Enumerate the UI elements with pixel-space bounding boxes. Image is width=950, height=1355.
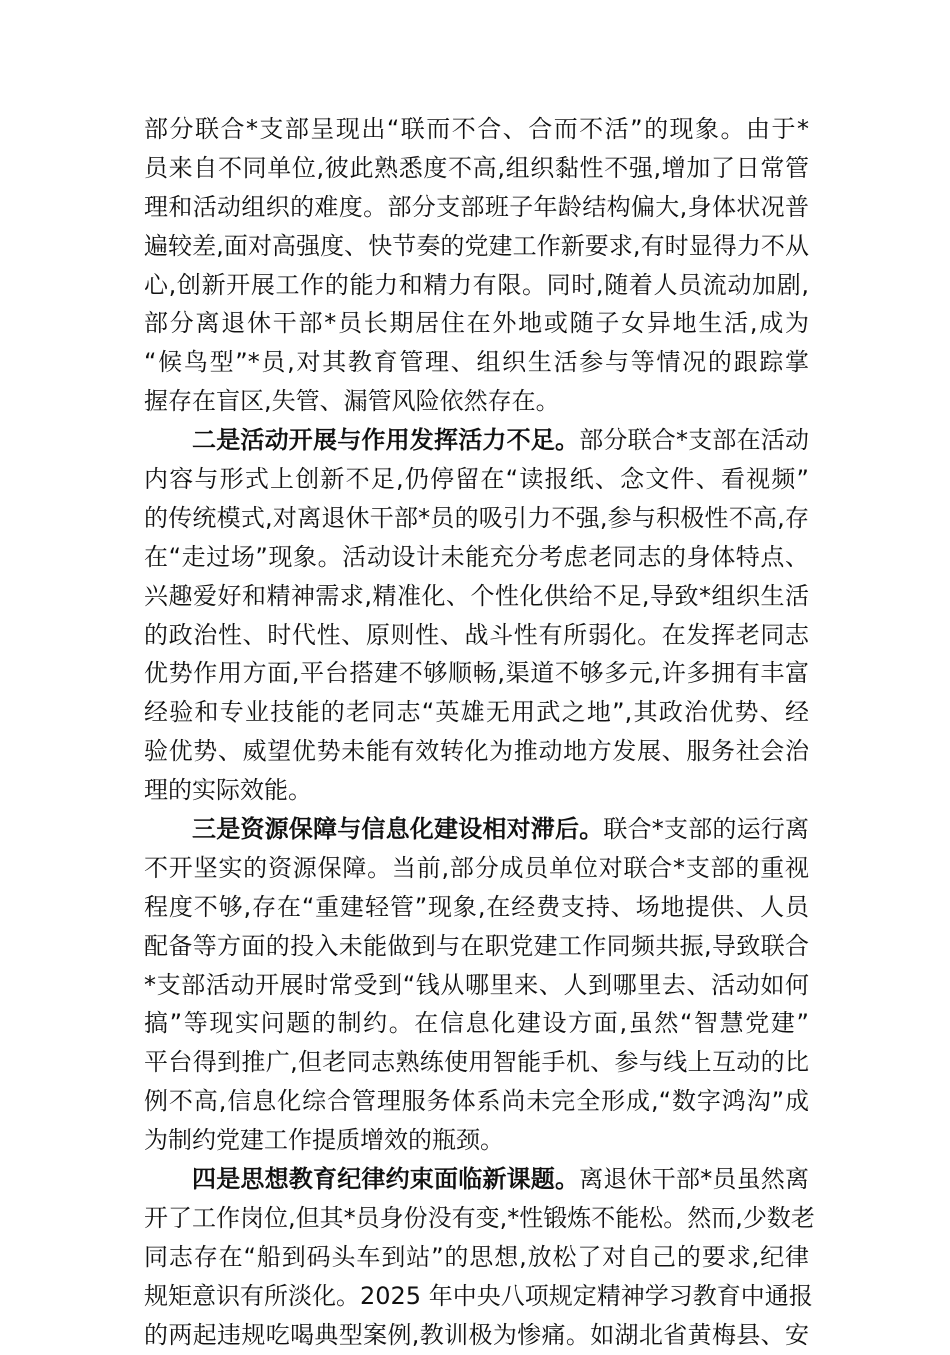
text-line: *支部活动开展时常受到“钱从哪里来、人到哪里去、活动如何 — [144, 970, 809, 999]
text-line: 的传统模式,对离退休干部*员的吸引力不强,参与积极性不高,存 — [144, 503, 809, 532]
paragraph — [144, 1160, 815, 1354]
text-line: 优势作用方面,平台搭建不够顺畅,渠道不够多元,许多拥有丰富 — [144, 659, 809, 688]
paragraph-first-line — [144, 421, 809, 460]
text-line: 遍较差,面对高强度、快节奏的党建工作新要求,有时显得力不从 — [144, 231, 809, 260]
text-line: 内容与形式上创新不足,仍停留在“读报纸、念文件、看视频” — [144, 465, 809, 494]
text-line: 兴趣爱好和精神需求,精准化、个性化供给不足,导致*组织生活 — [144, 581, 809, 610]
text-line: 的两起违规吃喝典型案例,教训极为惨痛。如湖北省黄梅县、安 — [144, 1320, 809, 1349]
text-line: 在“走过场”现象。活动设计未能充分考虑老同志的身体特点、 — [144, 542, 809, 571]
text-line: 部分离退休干部*员长期居住在外地或随子女异地生活,成为 — [144, 309, 809, 338]
text-line: 程度不够,存在“重建轻管”现象,在经费支持、场地提供、人员 — [144, 892, 809, 921]
text-line: 不开坚实的资源保障。当前,部分成员单位对联合*支部的重视 — [144, 853, 809, 882]
text-line: 部分联合*支部呈现出“联而不合、合而不活”的现象。由于* — [144, 115, 809, 143]
text-line: 平台得到推广,但老同志熟练使用智能手机、参与线上互动的比 — [144, 1048, 809, 1077]
text-line: 的政治性、时代性、原则性、战斗性有所弱化。在发挥老同志 — [144, 620, 809, 649]
text-line: 例不高,信息化综合管理服务体系尚未完全形成,“数字鸿沟”成 — [144, 1087, 809, 1116]
document-body — [144, 110, 815, 1355]
paragraph — [144, 810, 809, 1160]
paragraph-first-line — [144, 810, 809, 849]
text-line: 理的实际效能。 — [144, 776, 312, 805]
text-line: “候鸟型”*员,对其教育管理、组织生活参与等情况的跟踪掌 — [144, 348, 809, 377]
text-line: 员来自不同单位,彼此熟悉度不高,组织黏性不强,增加了日常管 — [144, 153, 809, 182]
paragraph — [144, 421, 809, 810]
text-line: 规矩意识有所淡化。2025 年中央八项规定精神学习教育中通报 — [144, 1281, 813, 1310]
text-line: 为制约党建工作提质增效的瓶颈。 — [144, 1126, 504, 1155]
text-line: 同志存在“船到码头车到站”的思想,放松了对自己的要求,纪律 — [144, 1242, 809, 1271]
text-line: 经验和专业技能的老同志“英雄无用武之地”,其政治优势、经 — [144, 698, 809, 727]
paragraph-heading: 三是资源保障与信息化建设相对滞后。 — [192, 815, 604, 844]
paragraph-heading: 四是思想教育纪律约束面临新课题。 — [192, 1165, 580, 1194]
text-line: 配备等方面的投入未能做到与在职党建工作同频共振,导致联合 — [144, 931, 809, 960]
paragraph — [144, 110, 809, 421]
text-line: 验优势、威望优势未能有效转化为推动地方发展、服务社会治 — [144, 737, 809, 766]
text-line: 搞”等现实问题的制约。在信息化建设方面,虽然“智慧党建” — [144, 1009, 809, 1038]
paragraph-first-line — [144, 1160, 809, 1199]
text-run: 联合*支部的运行离 — [603, 815, 810, 844]
text-run: 部分联合*支部在活动 — [579, 426, 810, 455]
text-line: 心,创新开展工作的能力和精力有限。同时,随着人员流动加剧, — [144, 270, 809, 299]
text-run: 离退休干部*员虽然离 — [579, 1165, 810, 1194]
text-line: 理和活动组织的难度。部分支部班子年龄结构偏大,身体状况普 — [144, 192, 809, 221]
paragraph-heading: 二是活动开展与作用发挥活力不足。 — [192, 426, 580, 455]
text-line: 握存在盲区,失管、漏管风险依然存在。 — [144, 387, 560, 416]
text-line: 开了工作岗位,但其*员身份没有变,*性锻炼不能松。然而,少数老 — [144, 1203, 815, 1232]
